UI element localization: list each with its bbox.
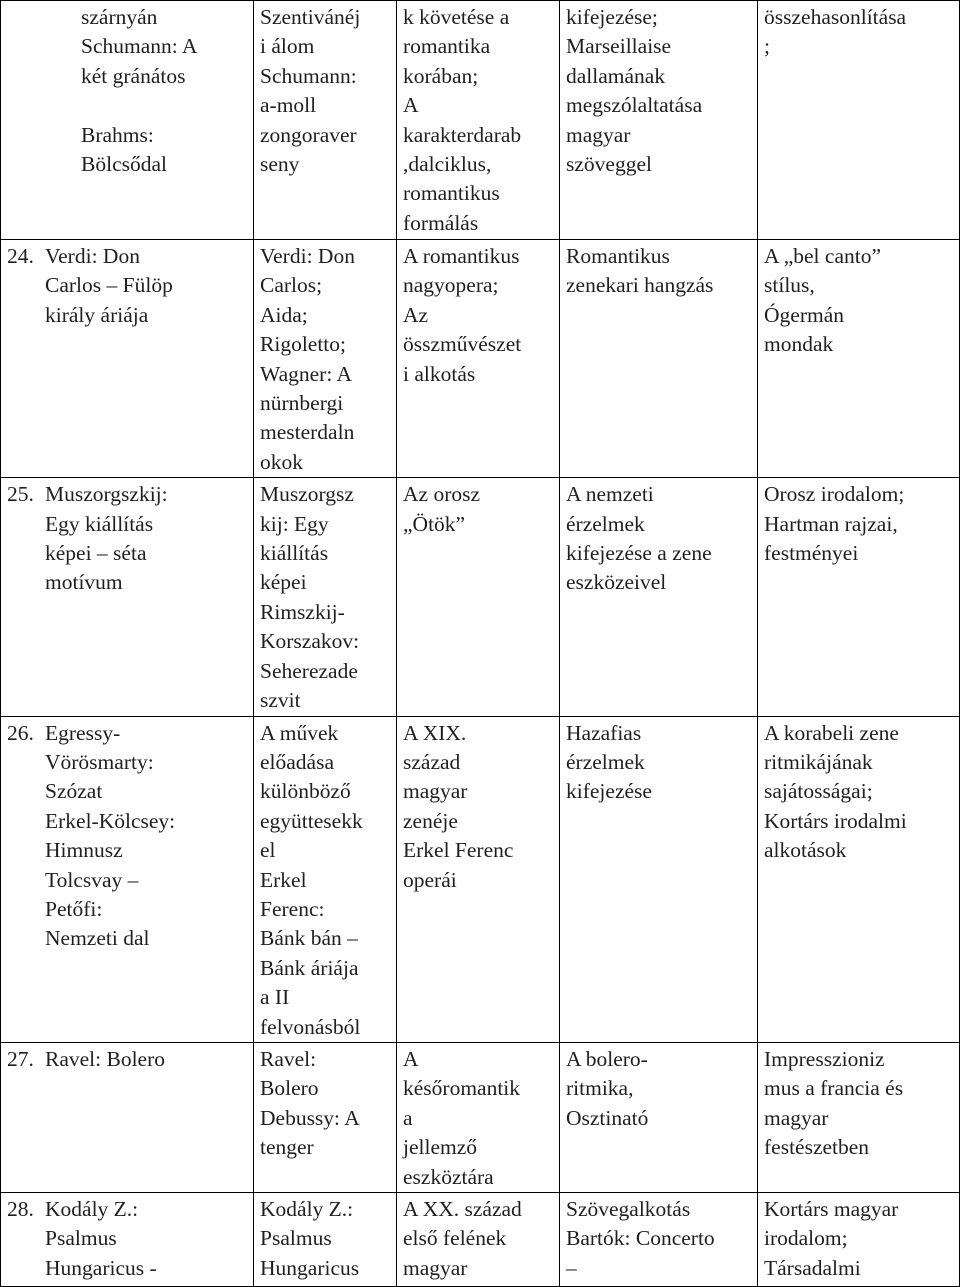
cell-line: Hungaricus -: [45, 1255, 157, 1280]
cell-line: képei – séta: [45, 541, 147, 566]
cell-line: A korabeli zene: [764, 720, 899, 745]
cell-line: Erkel-Kölcsey:: [45, 808, 176, 833]
cell-line: Szózat: [45, 779, 103, 804]
work-title-cell: [1, 1042, 254, 1192]
cell-line: magyar: [403, 1255, 468, 1280]
cell-line: összehasonlítása: [764, 5, 907, 29]
cell-line: Verdi: Don: [45, 244, 140, 268]
cell-line: előadása: [260, 749, 335, 774]
cell-line: [81, 91, 251, 120]
cross-curricular-cell: [758, 478, 960, 716]
cell-line: Szövegalkotás: [566, 1197, 691, 1221]
cell-line: kifejezése;: [566, 5, 658, 29]
cell-line: későromantik: [403, 1076, 521, 1101]
cell-line: Psalmus: [260, 1226, 332, 1251]
cell-line: Muszorgszkij:: [45, 482, 168, 507]
cross-curricular-cell: [758, 1193, 960, 1287]
cell-line: kij: Egy: [260, 511, 329, 536]
cell-line: motívum: [45, 570, 123, 595]
work-title-cell: [1, 240, 254, 478]
cell-line: Egy kiállítás: [45, 511, 154, 536]
cell-line: Kortárs irodalmi: [764, 808, 907, 833]
listening-works-cell: [254, 1042, 397, 1192]
cell-line: Egressy-: [45, 720, 121, 745]
cell-line: „Ötök”: [403, 511, 466, 536]
topic-cell: [397, 1, 560, 240]
cell-line: Társadalmi: [764, 1255, 861, 1280]
cell-line: zenekari hangzás: [566, 273, 714, 298]
cell-line: el: [260, 838, 276, 863]
cell-line: a-moll: [260, 93, 317, 118]
cell-line: Brahms:: [81, 122, 154, 147]
cell-line: A: [403, 93, 419, 118]
cell-line: alkotások: [764, 838, 847, 863]
listening-works-cell: [254, 1193, 397, 1287]
cell-line: karakterdarab: [403, 122, 522, 147]
table-row: [1, 716, 960, 1042]
table-row: [1, 1193, 960, 1287]
cell-line: mesterdaln: [260, 420, 355, 445]
cell-line: Bartók: Concerto: [566, 1226, 715, 1251]
row-number: 24.: [7, 244, 34, 268]
cell-line: ritmika,: [566, 1076, 634, 1101]
cell-line: Ravel:: [260, 1046, 317, 1071]
cell-line: érzelmek: [566, 749, 645, 774]
cell-line: szvit: [260, 688, 301, 713]
cell-line: irodalom;: [764, 1226, 848, 1251]
skills-cell: [560, 1, 758, 240]
cell-line: i alkotás: [403, 361, 476, 386]
cell-line: Hazafias: [566, 720, 642, 745]
cross-curricular-cell: [758, 240, 960, 478]
cell-line: Bolero: [260, 1076, 319, 1101]
cell-line: Carlos – Fülöp: [45, 273, 173, 298]
cell-line: Impresszioniz: [764, 1046, 885, 1071]
cell-line: a II: [260, 985, 290, 1010]
cell-line: Az: [403, 302, 429, 327]
table-row: [1, 1042, 960, 1192]
cell-line: a: [403, 1105, 413, 1130]
cross-curricular-cell: [758, 1042, 960, 1192]
cell-line: A „bel canto”: [764, 244, 882, 268]
cell-line: magyar: [566, 122, 631, 147]
cell-line: Szentivánéj: [260, 5, 361, 29]
cell-line: stílus,: [764, 273, 815, 298]
cell-line: Ógermán: [764, 302, 844, 327]
cell-line: Hartman rajzai,: [764, 511, 898, 536]
skills-cell: [560, 1193, 758, 1287]
cell-line: sajátosságai;: [764, 779, 873, 804]
cell-line: Erkel Ferenc: [403, 838, 514, 863]
cell-line: kifejezése: [566, 779, 652, 804]
cell-line: Aida;: [260, 302, 308, 327]
skills-cell: [560, 478, 758, 716]
cell-line: összművészet: [403, 332, 522, 357]
row-number: 26.: [7, 720, 34, 745]
listening-works-cell: [254, 240, 397, 478]
topic-cell: [397, 1042, 560, 1192]
cross-curricular-cell: [758, 1, 960, 240]
cell-line: festészetben: [764, 1135, 870, 1160]
cell-line: A művek: [260, 720, 339, 745]
cell-line: Kortárs magyar: [764, 1197, 899, 1221]
cell-line: Schumann: A: [81, 34, 198, 59]
cell-line: jellemző: [403, 1135, 478, 1160]
cell-line: kifejezése a zene: [566, 541, 712, 566]
cell-line: i álom: [260, 34, 315, 59]
cell-line: Rimszkij-: [260, 599, 345, 624]
cell-line: Psalmus: [45, 1226, 117, 1251]
cell-line: A XIX.: [403, 720, 467, 745]
cell-line: Orosz irodalom;: [764, 482, 905, 507]
cell-line: király áriája: [45, 302, 149, 327]
table-body: [1, 1, 960, 1287]
cell-line: Marseillaise: [566, 34, 672, 59]
cell-line: mondak: [764, 332, 834, 357]
work-title-cell: [1, 1193, 254, 1287]
listening-works-cell: [254, 478, 397, 716]
cell-line: romantikus: [403, 181, 500, 206]
cell-line: ;: [764, 34, 770, 59]
cell-line: Muszorgsz: [260, 482, 354, 507]
cell-line: magyar: [764, 1105, 829, 1130]
cell-line: seny: [260, 152, 300, 177]
cell-line: formálás: [403, 210, 479, 235]
cell-line: Nemzeti dal: [45, 926, 150, 951]
topic-cell: [397, 1193, 560, 1287]
cell-line: Kodály Z.:: [45, 1197, 139, 1221]
cell-line: eszközeivel: [566, 570, 667, 595]
cell-line: korában;: [403, 63, 479, 88]
cell-line: együttesekk: [260, 808, 363, 833]
cell-line: tenger: [260, 1135, 314, 1160]
cell-line: két gránátos: [81, 63, 186, 88]
table-row: [1, 240, 960, 478]
cell-line: Bölcsődal: [81, 152, 167, 177]
row-number: 25.: [7, 482, 34, 507]
cell-line: Wagner: A: [260, 361, 353, 386]
cell-line: Kodály Z.:: [260, 1197, 354, 1221]
cell-line: Carlos;: [260, 273, 323, 298]
cell-line: Schumann:: [260, 63, 357, 88]
cell-line: A: [403, 1046, 419, 1071]
cell-line: festményei: [764, 541, 859, 566]
cell-line: A romantikus: [403, 244, 520, 268]
row-number: 28.: [7, 1197, 34, 1221]
cell-line: ,dalciklus,: [403, 152, 492, 177]
cell-line: A bolero-: [566, 1046, 648, 1071]
topic-cell: [397, 240, 560, 478]
cell-line: Korszakov:: [260, 629, 360, 654]
cell-line: operái: [403, 867, 457, 892]
listening-works-cell: [254, 716, 397, 1042]
cell-line: Rigoletto;: [260, 332, 346, 357]
topic-cell: [397, 478, 560, 716]
cell-line: felvonásból: [260, 1014, 361, 1039]
cell-line: képei: [260, 570, 307, 595]
cell-line: Verdi: Don: [260, 244, 355, 268]
cell-line: különböző: [260, 779, 351, 804]
cell-line: Bánk áriája: [260, 955, 359, 980]
cell-line: –: [566, 1255, 577, 1280]
cell-line: Erkel: [260, 867, 307, 892]
cell-line: dallamának: [566, 63, 666, 88]
cell-line: mus a francia és: [764, 1076, 904, 1101]
cross-curricular-cell: [758, 716, 960, 1042]
table-row: [1, 478, 960, 716]
cell-line: romantika: [403, 34, 491, 59]
cell-line: Himnusz: [45, 838, 123, 863]
cell-line: szöveggel: [566, 152, 652, 177]
cell-line: Bánk bán –: [260, 926, 358, 951]
cell-line: Az orosz: [403, 482, 481, 507]
topic-cell: [397, 716, 560, 1042]
skills-cell: [560, 716, 758, 1042]
cell-line: érzelmek: [566, 511, 645, 536]
work-title-cell: [1, 1, 254, 240]
cell-line: k követése a: [403, 5, 510, 29]
cell-line: Seherezade: [260, 658, 358, 683]
cell-line: kiállítás: [260, 541, 329, 566]
work-title-cell: [1, 716, 254, 1042]
cell-line: okok: [260, 449, 303, 474]
table-row: [1, 1, 960, 240]
cell-line: A XX. század: [403, 1197, 522, 1221]
cell-line: Tolcsvay –: [45, 867, 139, 892]
cell-line: Petőfi:: [45, 896, 103, 921]
cell-line: Vörösmarty:: [45, 749, 154, 774]
cell-line: szárnyán: [81, 5, 158, 29]
cell-line: megszólaltatása: [566, 93, 703, 118]
cell-line: Ferenc:: [260, 896, 325, 921]
cell-line: Osztinató: [566, 1105, 649, 1130]
cell-line: ritmikájának: [764, 749, 873, 774]
cell-line: magyar: [403, 779, 468, 804]
cell-line: Hungaricus: [260, 1255, 360, 1280]
work-title-cell: [1, 478, 254, 716]
cell-line: Debussy: A: [260, 1105, 360, 1130]
cell-line: zongoraver: [260, 122, 357, 147]
cell-line: Romantikus: [566, 244, 670, 268]
cell-line: nagyopera;: [403, 273, 499, 298]
row-number: 27.: [7, 1046, 34, 1071]
cell-line: első felének: [403, 1226, 507, 1251]
cell-line: eszköztára: [403, 1164, 494, 1189]
listening-works-cell: [254, 1, 397, 240]
cell-line: Ravel: Bolero: [45, 1046, 166, 1071]
skills-cell: [560, 1042, 758, 1192]
cell-line: század: [403, 749, 461, 774]
cell-line: zenéje: [403, 808, 458, 833]
cell-line: A nemzeti: [566, 482, 654, 507]
skills-cell: [560, 240, 758, 478]
cell-line: nürnbergi: [260, 391, 344, 416]
